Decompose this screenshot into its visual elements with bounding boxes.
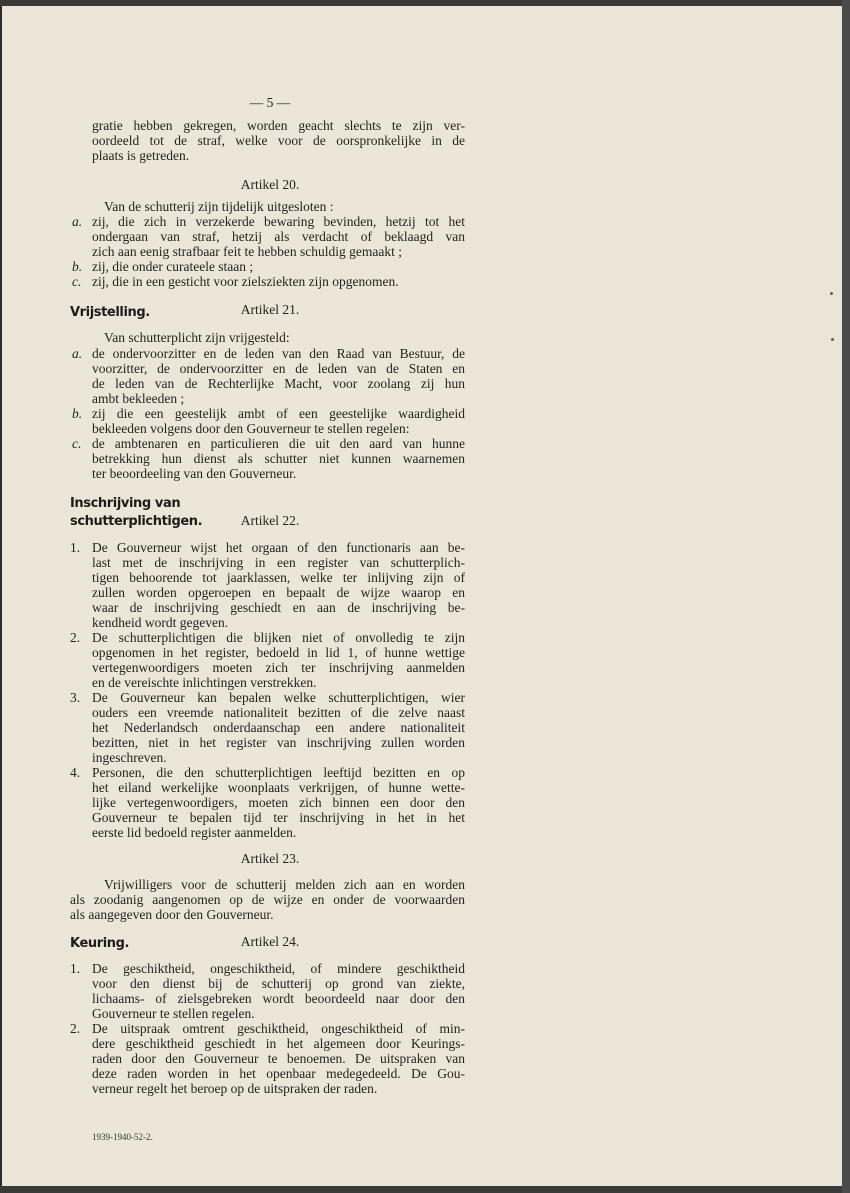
- text-line: ondergaan van straf, hetzij als verdacht of beklaagd van: [92, 229, 465, 244]
- margin-mark: [830, 292, 833, 295]
- text-line: opgenomen in het register, bedoeld in lid 1, of hunne wettige: [92, 645, 465, 660]
- text-line: de ambtenaren en particulieren die uit den aard van hunne: [92, 436, 465, 451]
- text-line: als aangegeven door den Gouverneur.: [70, 907, 274, 922]
- item-marker: b.: [72, 406, 83, 421]
- text-line: als zoodanig aangenomen op de wijze en onder de voorwaarden: [70, 892, 465, 907]
- article-heading: Artikel 21.: [240, 302, 300, 317]
- text-line: De Gouverneur wijst het orgaan of den functionaris aan be-: [92, 540, 465, 555]
- text-line: voor den dienst bij de schutterij op grond van ziekte,: [92, 976, 465, 991]
- page-number: — 5 —: [249, 95, 291, 110]
- text-line: tigen behoorende tot jaarklassen, welke ter inlijving zijn of: [92, 570, 465, 585]
- text-line: De schutterplichtigen die blijken niet of onvolledig te zijn: [92, 630, 465, 645]
- text-line: waar de inschrijving geschiedt en aan de inschrijving be-: [92, 600, 465, 615]
- text-line: deze raden worden in het openbaar medegedeeld. De Gou-: [92, 1066, 465, 1081]
- side-label: Vrijstelling.: [70, 305, 150, 320]
- item-marker: 2.: [70, 630, 81, 645]
- text-line: zich aan eenig strafbaar feit te hebben schuldig gemaakt ;: [92, 244, 402, 259]
- text-line: ouders een vreemde nationaliteit bezitten of die zelve naast: [92, 705, 465, 720]
- item-marker: a.: [72, 346, 83, 361]
- text-line: lichaams- of zielsgebreken wordt beoordeeld naar door den: [92, 991, 465, 1006]
- page-edge: [842, 0, 850, 1193]
- article-intro: Van de schutterij zijn tijdelijk uitgesloten :: [104, 199, 334, 214]
- text-line: betrekking hun dienst als schutter niet kunnen waarnemen: [92, 451, 465, 466]
- text-line: ambt bekleeden ;: [92, 391, 185, 406]
- item-marker: 1.: [70, 961, 81, 976]
- text-line: zij, die in een gesticht voor zielsziekten zijn opgenomen.: [92, 274, 399, 289]
- text-line: bekleeden volgens door den Gouverneur te stellen regelen:: [92, 421, 410, 436]
- item-marker: c.: [72, 274, 82, 289]
- side-label: Inschrijving van: [70, 496, 181, 511]
- item-marker: b.: [72, 259, 83, 274]
- item-marker: 2.: [70, 1021, 81, 1036]
- text-line: Gouverneur te stellen regelen.: [92, 1006, 255, 1021]
- article-heading: Artikel 23.: [240, 851, 300, 866]
- margin-mark: [831, 338, 834, 341]
- text-line: De geschiktheid, ongeschiktheid, of mindere geschiktheid: [92, 961, 465, 976]
- article-heading: Artikel 24.: [240, 934, 300, 949]
- text-line: voorzitter, de ondervoorzitter en de leden van de Staten en: [92, 361, 465, 376]
- text-line: De Gouverneur kan bepalen welke schutterplichtigen, wier: [92, 690, 465, 705]
- text-line: Personen, die den schutterplichtigen leeftijd bezitten en op: [92, 765, 465, 780]
- text-line: bezitten, niet in het register van inschrijving zullen worden: [92, 735, 465, 750]
- side-label: schutterplichtigen.: [70, 514, 203, 529]
- text-line: dere geschiktheid geschiedt in het algemeen door Keurings-: [92, 1036, 465, 1051]
- text-line: gratie hebben gekregen, worden geacht slechts te zijn ver-: [92, 118, 465, 133]
- article-intro: Van schutterplicht zijn vrijgesteld:: [104, 330, 290, 345]
- text-line: Gouverneur te bepalen tijd ter inschrijving in het in het: [92, 810, 465, 825]
- text-line: en de vereischte inlichtingen verstrekken.: [92, 675, 317, 690]
- item-marker: c.: [72, 436, 82, 451]
- text-line: ingeschreven.: [92, 750, 167, 765]
- text-line: De uitspraak omtrent geschiktheid, ongeschiktheid of min-: [92, 1021, 465, 1036]
- text-line: verneur regelt het beroep op de uitspraken der raden.: [92, 1081, 378, 1096]
- text-line: last met de inschrijving in een register van schutterplich-: [92, 555, 465, 570]
- article-heading: Artikel 20.: [240, 177, 300, 192]
- text-line: ter beoordeeling van den Gouverneur.: [92, 466, 297, 481]
- text-line: raden door den Gouverneur te benoemen. De uitspraken van: [92, 1051, 465, 1066]
- article-heading: Artikel 22.: [240, 513, 300, 528]
- text-line: zij die een geestelijk ambt of een geestelijke waardigheid: [92, 406, 465, 421]
- item-marker: 4.: [70, 765, 81, 780]
- footer-code: 1939-1940-52-2.: [92, 1132, 153, 1142]
- text-line: vertegenwoordigers moeten zich ter inschrijving aanmelden: [92, 660, 465, 675]
- text-line: de ondervoorzitter en de leden van den Raad van Bestuur, de: [92, 346, 465, 361]
- side-label: Keuring.: [70, 936, 130, 951]
- text-line: het Nederlandsch onderdaanschap een andere nationaliteit: [92, 720, 465, 735]
- text-line: Vrijwilligers voor de schutterij melden zich aan en worden: [104, 877, 465, 892]
- text-line: zij, die onder curateele staan ;: [92, 259, 254, 274]
- item-marker: a.: [72, 214, 83, 229]
- text-line: zij, die zich in verzekerde bewaring bevinden, hetzij tot het: [92, 214, 465, 229]
- text-line: zullen worden opgeroepen en bepaalt de wijze waarop en: [92, 585, 465, 600]
- text-line: de leden van de Rechterlijke Macht, voor zoolang zij hun: [92, 376, 465, 391]
- text-line: plaats is getreden.: [92, 148, 190, 163]
- text-line: het eiland werkelijke woonplaats verkrijgen, of hunne wette-: [92, 780, 465, 795]
- item-marker: 3.: [70, 690, 81, 705]
- text-line: lijke vertegenwoordigers, moeten zich binnen een door den: [92, 795, 465, 810]
- text-line: eerste lid bedoeld register aanmelden.: [92, 825, 297, 840]
- text-line: kendheid wordt gegeven.: [92, 615, 229, 630]
- text-line: oordeeld tot de straf, welke voor de oorspronkelijke in de: [92, 133, 465, 148]
- item-marker: 1.: [70, 540, 81, 555]
